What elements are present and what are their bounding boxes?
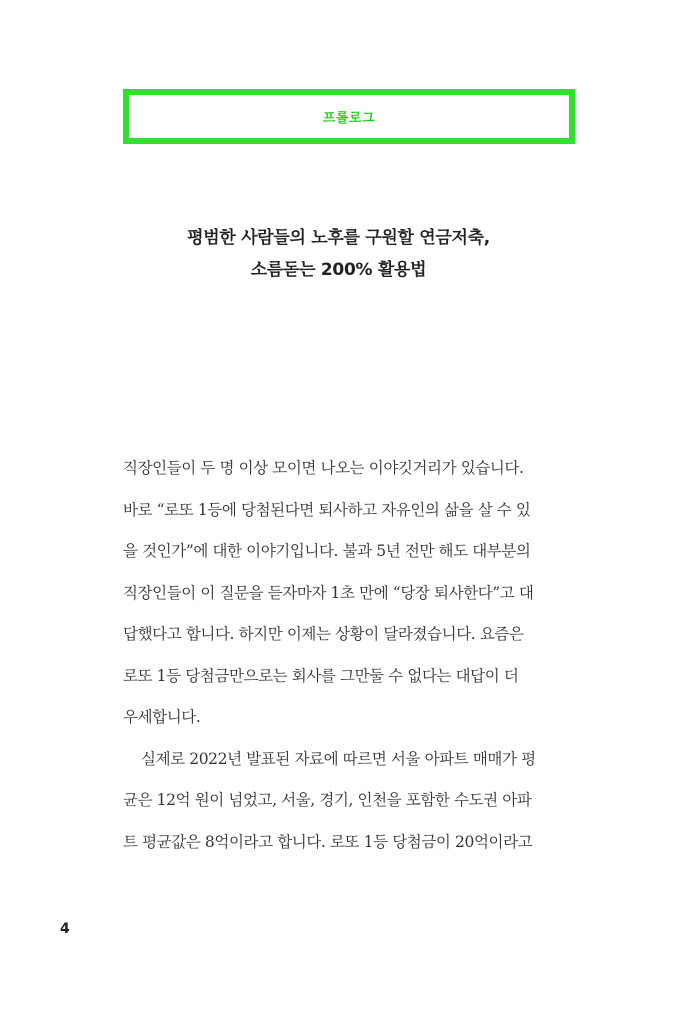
body-line: 우세합니다. bbox=[123, 708, 201, 726]
body-line: 직장인들이 두 명 이상 모이면 나오는 이야깃거리가 있습니다. bbox=[123, 459, 524, 477]
body-line: 트 평균값은 8억이라고 합니다. 로또 1등 당첨금이 20억이라고 bbox=[123, 832, 533, 851]
title-line-2: 소름돋는 200% 활용법 bbox=[250, 260, 427, 280]
body-line: 직장인들이 이 질문을 듣자마자 1초 만에 “당장 퇴사한다”고 대 bbox=[123, 583, 534, 602]
body-line: 을 것인가”에 대한 이야기입니다. 불과 5년 전만 해도 대부분의 bbox=[123, 542, 531, 560]
body-line: 균은 12억 원이 넘었고, 서울, 경기, 인천을 포함한 수도권 아파 bbox=[123, 791, 532, 809]
body-line: 로또 1등 당첨금만으로는 회사를 그만둘 수 없다는 대답이 더 bbox=[123, 666, 519, 685]
chapter-label: 프롤로그 bbox=[322, 111, 376, 126]
body-line-paragraph-start: 실제로 2022년 발표된 자료에 따르면 서울 아파트 매매가 평 bbox=[141, 749, 536, 768]
title-line-1: 평범한 사람들의 노후를 구원할 연금저축, bbox=[187, 228, 490, 248]
body-line: 바로 “로또 1등에 당첨된다면 퇴사하고 자유인의 삶을 살 수 있 bbox=[123, 500, 531, 519]
chapter-header-box bbox=[123, 89, 575, 144]
body-line: 답했다고 합니다. 하지만 이제는 상황이 달라졌습니다. 요즘은 bbox=[123, 625, 524, 643]
section-title bbox=[0, 222, 677, 286]
page-number: 4 bbox=[60, 921, 70, 937]
body-text bbox=[123, 448, 575, 863]
